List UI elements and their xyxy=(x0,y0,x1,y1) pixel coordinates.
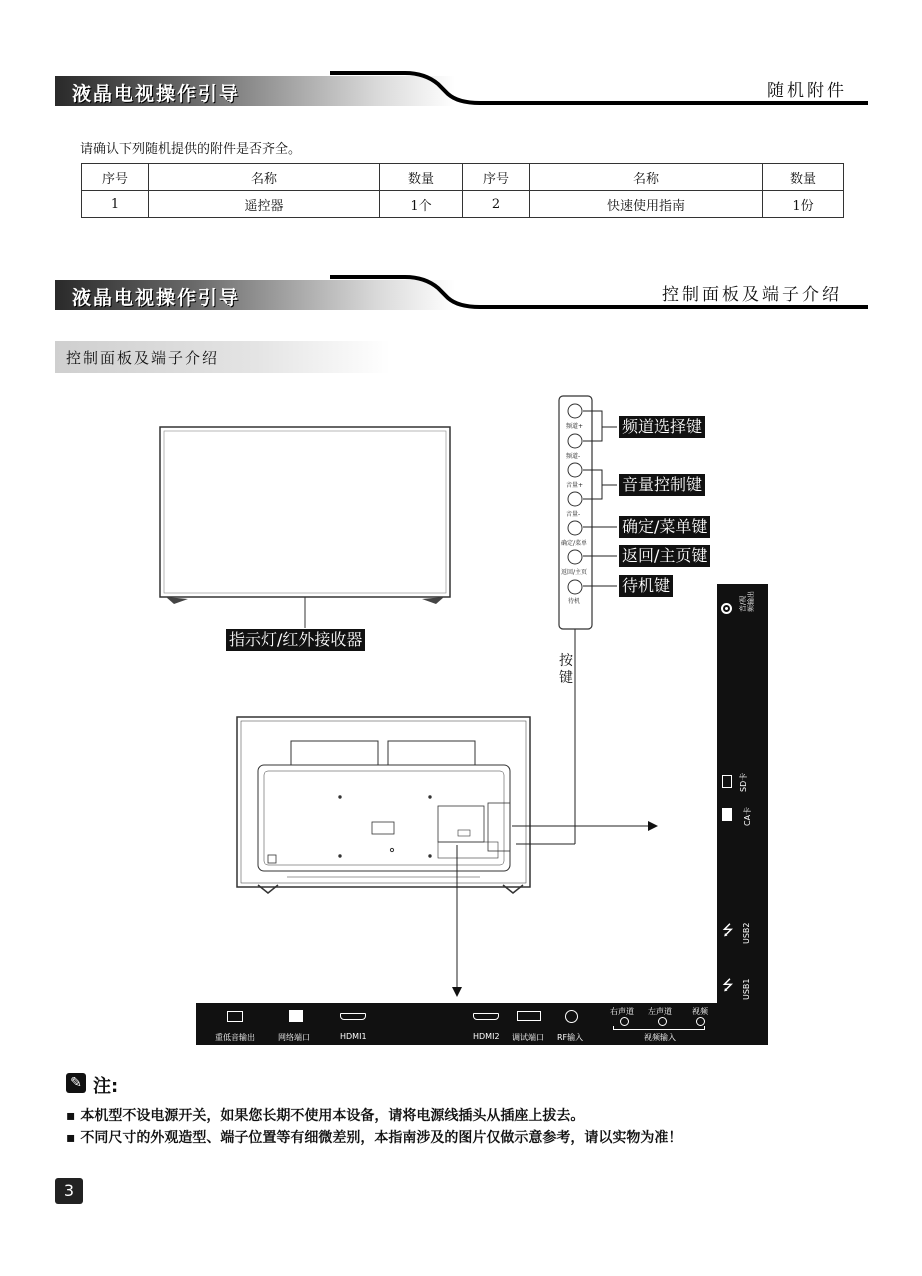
volume-key-callout: 音量控制键 xyxy=(619,474,705,496)
page-number: 3 xyxy=(55,1178,83,1204)
header-section-name: 随机附件 xyxy=(767,81,847,101)
connector-lines xyxy=(457,628,648,988)
hdmi1-port-icon xyxy=(340,1013,366,1020)
sd-card-icon xyxy=(722,775,732,788)
av-jack-icon xyxy=(696,1017,705,1026)
table-cell: 1个 xyxy=(380,191,463,218)
av-jack-icon xyxy=(658,1017,667,1026)
note-line: ▪ 本机型不设电源开关，如果您长期不使用本设备，请将电源线插头从插座上拔去。 xyxy=(66,1108,585,1124)
menu-key-callout: 确定/菜单键 xyxy=(619,516,710,538)
table-cell: 遥控器 xyxy=(149,191,380,218)
home-key-callout: 返回/主页键 xyxy=(619,545,710,567)
av-port-label: 视频 xyxy=(692,1007,708,1016)
usb1-label: USB1 xyxy=(742,978,751,1000)
key-label: 频道- xyxy=(566,453,581,460)
pencil-icon: ✎ xyxy=(66,1073,86,1093)
av-output-icon xyxy=(721,603,732,614)
port-label: 网络端口 xyxy=(278,1033,310,1042)
av-port-label: 右声道 xyxy=(610,1007,634,1016)
key-label: 返回/主页 xyxy=(561,569,588,576)
channel-key-callout: 频道选择键 xyxy=(619,416,705,438)
av-output-label: 音/视频输出 xyxy=(739,591,755,612)
standby-key-callout: 待机键 xyxy=(619,575,673,597)
subheading: 控制面板及端子介绍 xyxy=(66,349,220,367)
tv-rear-view xyxy=(237,717,530,893)
port-label: 重低音输出 xyxy=(215,1033,255,1042)
header-section-name: 控制面板及端子介绍 xyxy=(662,285,842,305)
hdmi2-port-icon xyxy=(473,1013,499,1020)
av-group-label: 视频输入 xyxy=(644,1033,676,1042)
table-header: 序号 xyxy=(463,164,530,191)
header-title: 液晶电视操作引导 xyxy=(72,287,241,309)
port-label: HDMI2 xyxy=(473,1032,500,1041)
ca-card-label: CA卡 xyxy=(743,806,752,826)
table-cell: 1 xyxy=(82,191,149,218)
key-label: 音量- xyxy=(566,511,581,518)
usb2-label: USB2 xyxy=(742,922,751,944)
table-header: 名称 xyxy=(149,164,380,191)
key-label: 确定/菜单 xyxy=(561,540,588,547)
ca-card-icon xyxy=(722,808,732,821)
intro-text: 请确认下列随机提供的附件是否齐全。 xyxy=(80,142,302,157)
sd-card-label: SD卡 xyxy=(739,772,748,792)
table-header: 序号 xyxy=(82,164,149,191)
bottom-port-panel xyxy=(196,1003,718,1045)
key-label: 频道+ xyxy=(566,423,584,430)
tv-front-view xyxy=(160,427,450,628)
table-header: 名称 xyxy=(530,164,763,191)
usb2-icon: ⭍ xyxy=(722,923,734,939)
table-cell: 2 xyxy=(463,191,530,218)
key-label: 音量+ xyxy=(566,482,584,489)
av-group-bracket xyxy=(613,1026,705,1030)
av-jack-icon xyxy=(620,1017,629,1026)
table-header: 数量 xyxy=(380,164,463,191)
rf-port-icon xyxy=(565,1010,578,1023)
port-label: HDMI1 xyxy=(340,1032,367,1041)
note-title: 注: xyxy=(93,1076,119,1097)
debug-port-icon xyxy=(517,1011,541,1021)
table-header: 数量 xyxy=(763,164,844,191)
subwoofer-port-icon xyxy=(227,1011,243,1022)
usb1-icon: ⭍ xyxy=(722,978,734,994)
note-line: ▪ 不同尺寸的外观造型、端子位置等有细微差别，本指南涉及的图片仅做示意参考，请以实物为准！ xyxy=(66,1130,683,1146)
av-port-label: 左声道 xyxy=(648,1007,672,1016)
table-cell: 1份 xyxy=(763,191,844,218)
port-label: RF输入 xyxy=(557,1033,584,1042)
network-port-icon xyxy=(289,1010,303,1022)
key-label: 待机 xyxy=(568,598,581,605)
keys-label: 按键 xyxy=(559,653,573,686)
port-label: 调试端口 xyxy=(512,1033,544,1042)
table-cell: 快速使用指南 xyxy=(530,191,763,218)
header-title: 液晶电视操作引导 xyxy=(72,83,241,105)
indicator-receiver-callout: 指示灯/红外接收器 xyxy=(226,629,365,651)
